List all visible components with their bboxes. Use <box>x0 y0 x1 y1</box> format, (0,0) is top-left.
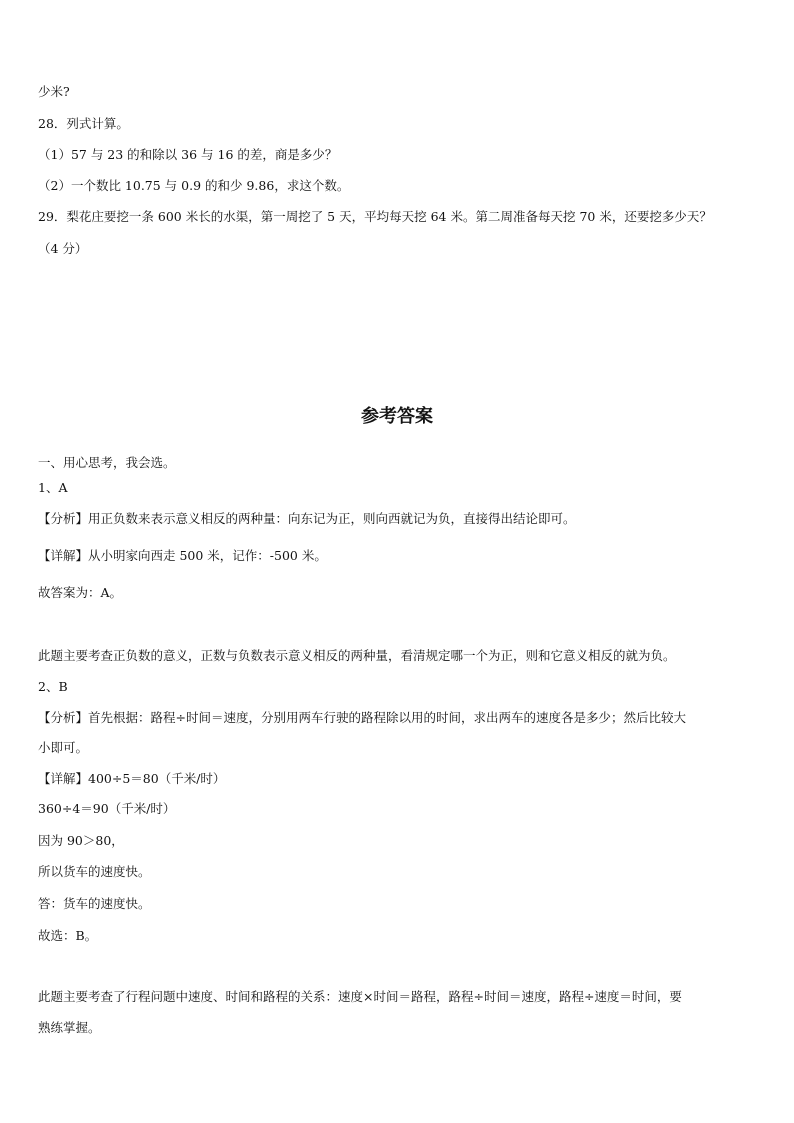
answer-2-detail-4: 所以货车的速度快。 <box>38 864 151 879</box>
answer-1-detail: 【详解】从小明家向西走 500 米，记作：-500 米。 <box>38 548 327 563</box>
q29-line1: 29．梨花庄要挖一条 600 米长的水渠，第一周挖了 5 天，平均每天挖 64 米。第二周准备每天挖 70 米，还要挖多少天？ <box>38 209 712 224</box>
answers-title: 参考答案 <box>361 406 433 427</box>
q28-heading: 28．列式计算。 <box>38 116 129 131</box>
answer-2-label: 2、B <box>38 679 68 694</box>
answer-2-conclusion: 故选：B。 <box>38 928 98 943</box>
answer-2-detail-3: 因为 90＞80， <box>38 833 124 848</box>
answer-1-analysis: 【分析】用正负数来表示意义相反的两种量：向东记为正，则向西就记为负，直接得出结论即可。 <box>38 511 576 526</box>
answer-1-conclusion: 故答案为：A。 <box>38 585 123 600</box>
q28-part2: （2）一个数比 10.75 与 0.9 的和少 9.86，求这个数。 <box>38 178 350 193</box>
answer-2-detail-1: 【详解】400÷5＝80（千米/时） <box>38 771 226 786</box>
q29-line2: （4 分） <box>38 241 88 256</box>
answer-2-comment-line1: 此题主要考查了行程问题中速度、时间和路程的关系：速度×时间＝路程，路程÷时间＝速度，路程÷速度＝时间，要 <box>38 989 682 1004</box>
answer-1-comment: 此题主要考查正负数的意义，正数与负数表示意义相反的两种量，看清规定哪一个为正，则和它意义相反的就为负。 <box>38 648 676 663</box>
answer-2-comment-line2: 熟练掌握。 <box>38 1020 101 1035</box>
q28-part1: （1）57 与 23 的和除以 36 与 16 的差，商是多少？ <box>38 147 338 162</box>
q27-tail: 少米? <box>38 84 70 99</box>
answer-2-detail-5: 答：货车的速度快。 <box>38 896 151 911</box>
answer-2-analysis-line1: 【分析】首先根据：路程÷时间＝速度，分别用两车行驶的路程除以用的时间，求出两车的速度各是多少；然后比较大 <box>38 710 686 725</box>
section-heading: 一、用心思考，我会选。 <box>38 455 176 470</box>
answer-2-detail-2: 360÷4＝90（千米/时） <box>38 801 176 816</box>
answer-2-analysis-line2: 小即可。 <box>38 740 89 755</box>
answer-1-label: 1、A <box>38 480 68 495</box>
